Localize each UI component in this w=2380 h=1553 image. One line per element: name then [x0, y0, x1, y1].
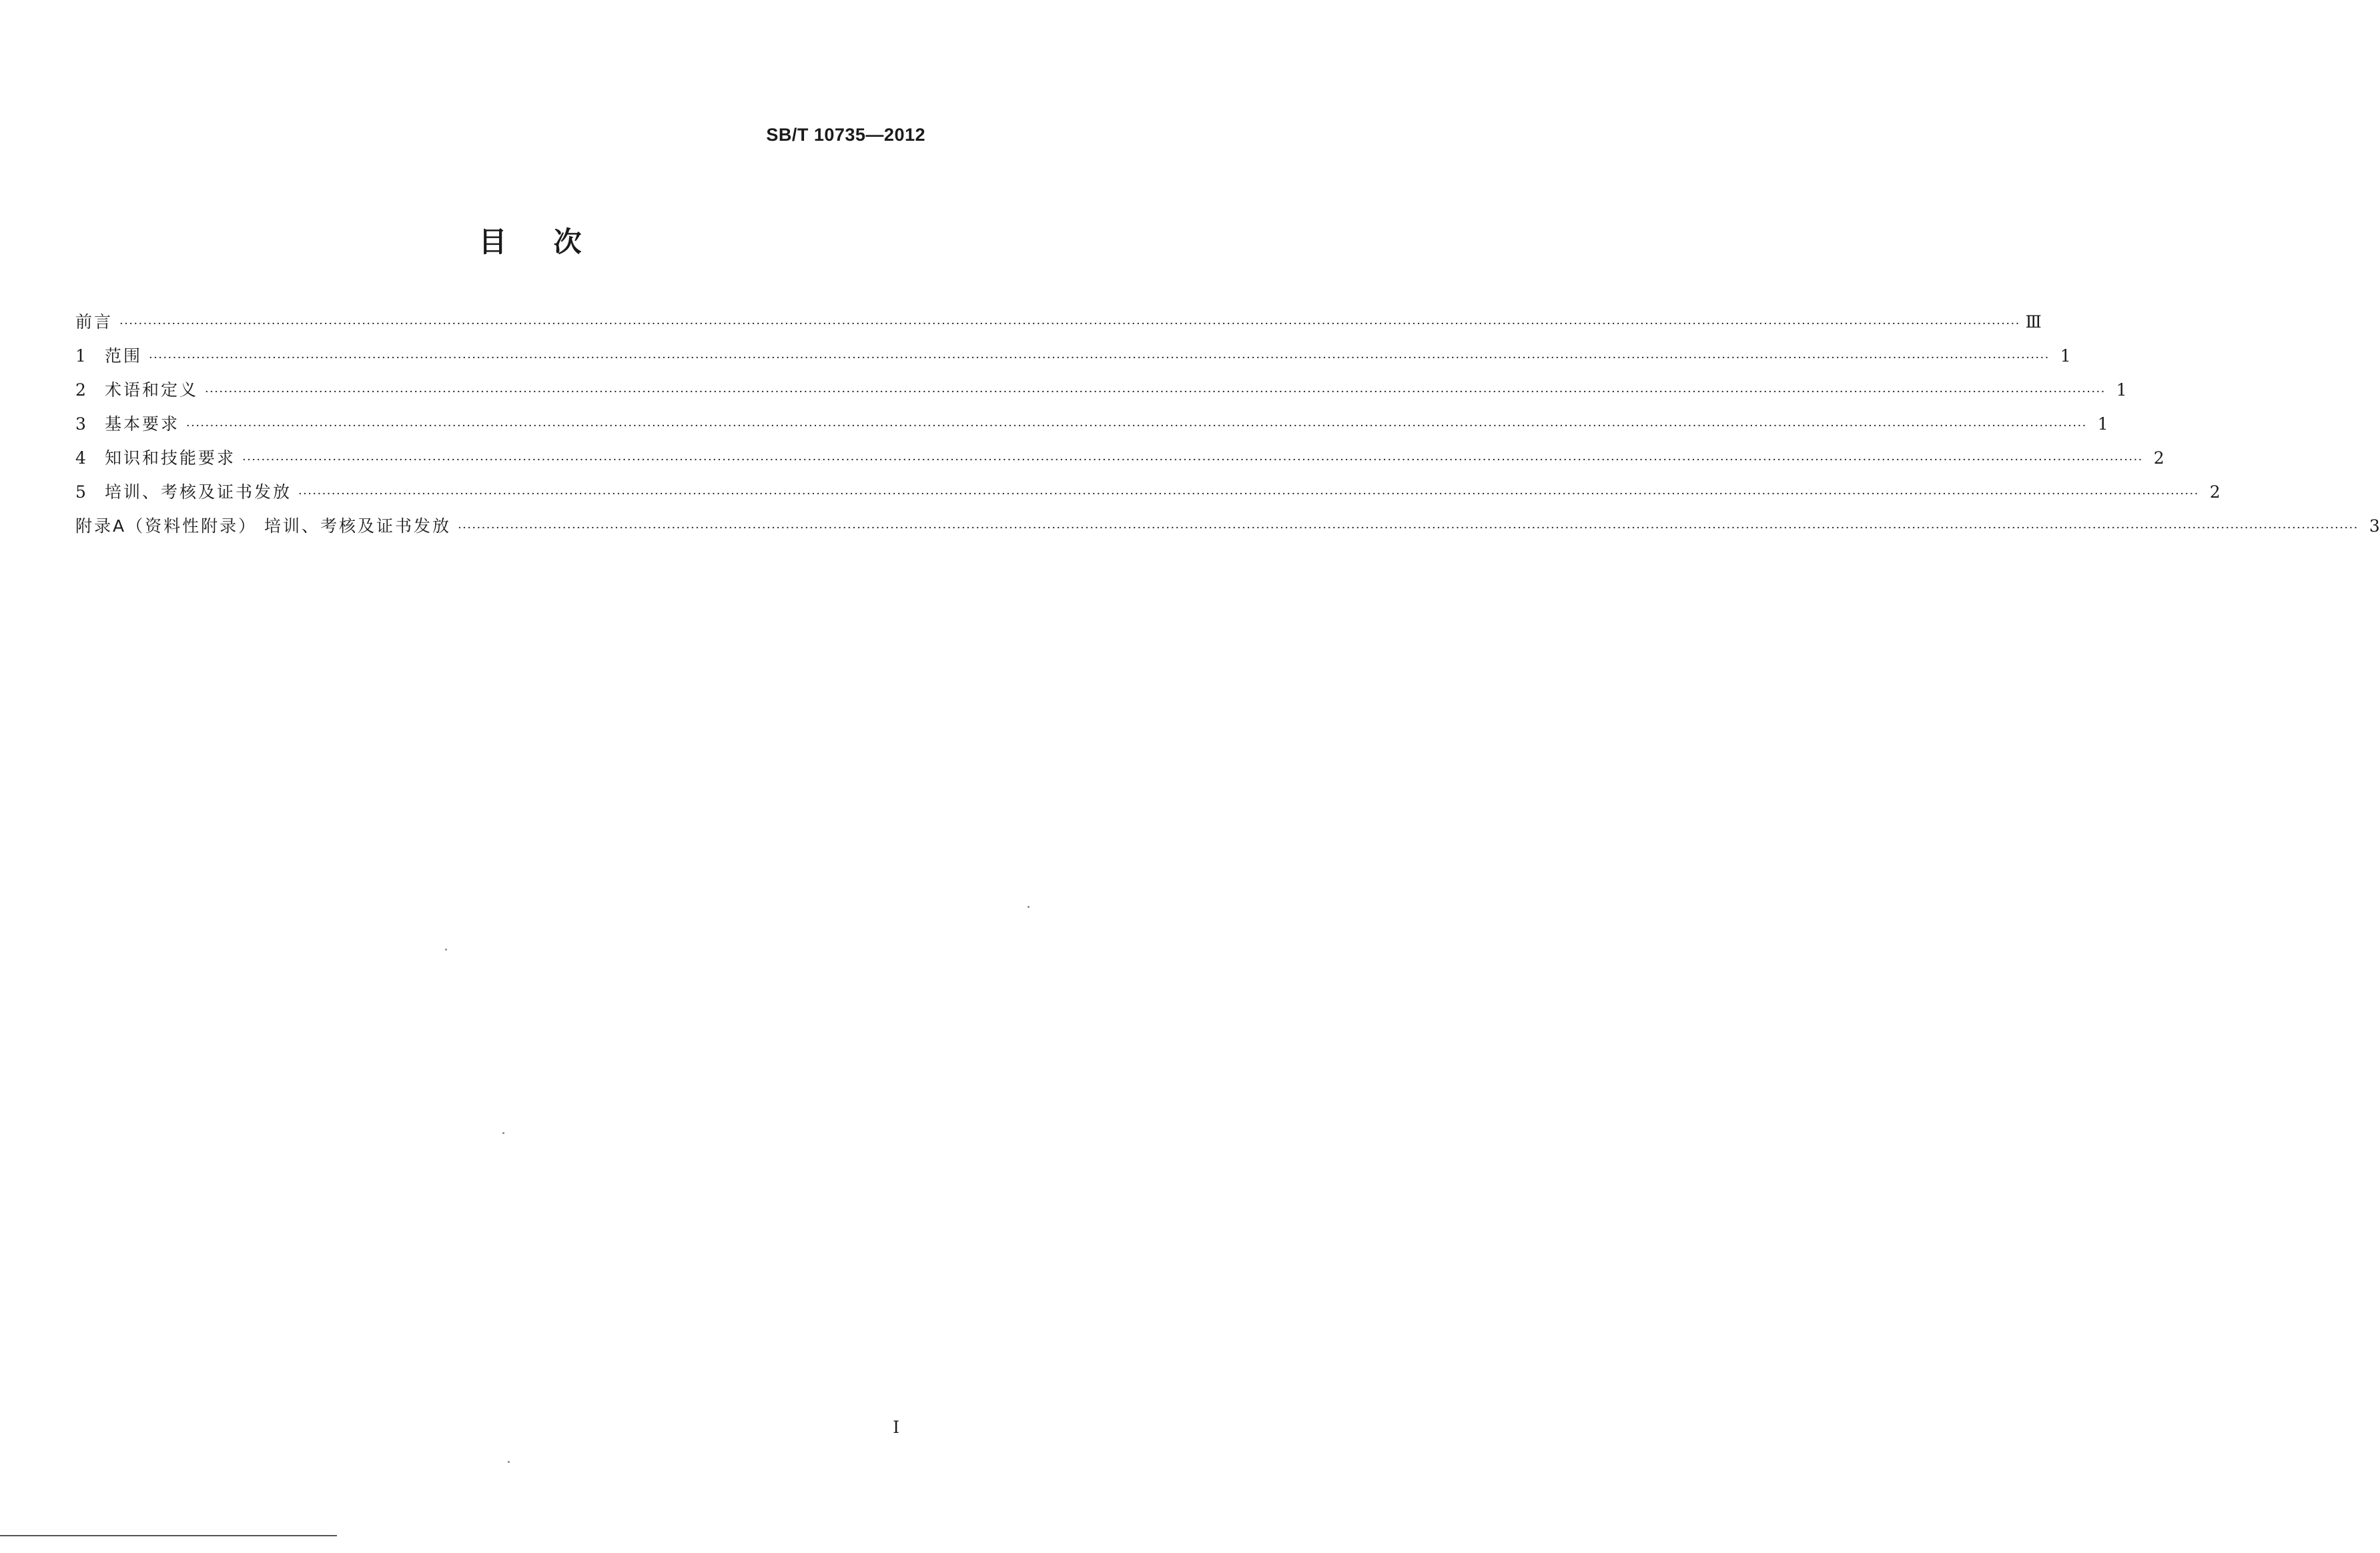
scan-speck — [1028, 906, 1030, 908]
toc-entry-page: 1 — [2097, 414, 2108, 434]
toc-entry-number: 3 — [75, 414, 86, 434]
dot-leader: ················································································································································································································································································································································································································ — [119, 317, 2020, 331]
scan-speck — [445, 949, 447, 951]
toc-entry-page: 1 — [2116, 380, 2127, 400]
standard-code: SB/T 10735—2012 — [766, 125, 925, 145]
toc-entry-number: 4 — [75, 448, 86, 468]
bottom-rule — [0, 1535, 337, 1536]
toc-entry-number: 5 — [75, 482, 86, 502]
toc-entry-scope[interactable] — [75, 343, 2071, 377]
dot-leader: ················································································································································································································································································································································································································ — [149, 351, 2050, 365]
dot-leader: ················································································································································································································································································································································································································ — [205, 385, 2106, 399]
toc-entry-number: 2 — [75, 380, 86, 400]
toc-entry-label: 培训、考核及证书发放 — [105, 482, 292, 502]
toc-entry-page: 3 — [2369, 516, 2380, 536]
table-of-contents — [75, 309, 2380, 547]
toc-entry-page: Ⅲ — [2025, 312, 2042, 332]
toc-entry-label: 附录A（资料性附录） 培训、考核及证书发放 — [75, 516, 452, 536]
toc-entry-label: 基本要求 — [105, 414, 180, 434]
scan-speck — [508, 1461, 510, 1463]
dot-leader: ················································································································································································································································································································································································································ — [458, 521, 2359, 535]
toc-entry-terms[interactable] — [75, 377, 2127, 411]
toc-entry-foreword[interactable] — [75, 309, 2042, 343]
toc-entry-basic-requirements[interactable] — [75, 411, 2108, 445]
toc-entry-knowledge-skills[interactable] — [75, 445, 2164, 479]
toc-entry-label: 前言 — [75, 312, 113, 332]
toc-entry-page: 1 — [2060, 346, 2071, 366]
toc-entry-page: 2 — [2209, 482, 2221, 502]
dot-leader: ················································································································································································································································································································································································································ — [298, 487, 2199, 501]
toc-entry-number: 1 — [75, 346, 86, 366]
toc-title: 目次 — [478, 225, 629, 258]
dot-leader: ················································································································································································································································································································································································································ — [186, 419, 2087, 433]
toc-entry-page: 2 — [2153, 448, 2164, 468]
toc-entry-label: 术语和定义 — [105, 380, 199, 400]
toc-entry-label: 知识和技能要求 — [105, 448, 236, 468]
toc-entry-appendix-a[interactable] — [75, 513, 2380, 547]
scan-speck — [502, 1132, 504, 1134]
page-number: I — [893, 1418, 899, 1437]
dot-leader: ················································································································································································································································································································································································································ — [242, 453, 2143, 467]
toc-entry-training[interactable] — [75, 479, 2221, 513]
toc-entry-label: 范围 — [105, 346, 143, 366]
